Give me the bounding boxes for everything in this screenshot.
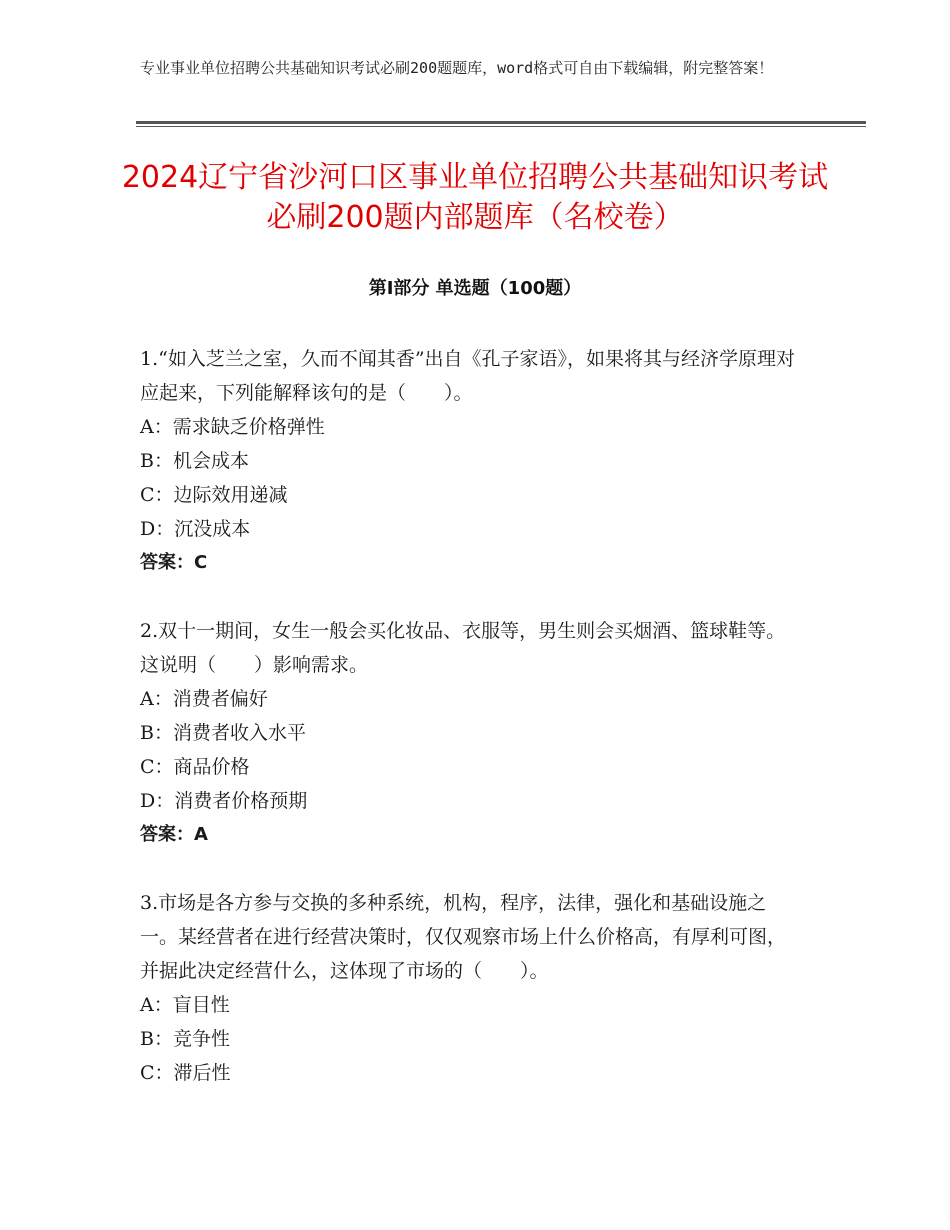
section-title: 第Ⅰ部分 单选题（100题）	[368, 278, 582, 299]
answer: 答案：C	[140, 552, 208, 573]
option-b: B：消费者收入水平	[140, 722, 306, 744]
document-title: 2024辽宁省沙河口区事业单位招聘公共基础知识考试必刷200题内部题库（名校卷）	[121, 160, 829, 235]
question-stem: 3.市场是各方参与交换的多种系统，机构，程序，法律，强化和基础设施之一。某经营者在进行经营决策时，仅仅观察市场上什么价格高，有厚利可图，并据此决定经营什么，这体现了市场的（ ）。	[140, 892, 787, 982]
option-c: C：边际效用递减	[140, 484, 288, 506]
option-d: D：消费者价格预期	[140, 790, 308, 812]
option-c: C：滞后性	[140, 1062, 231, 1084]
question-stem: 1.“如入芝兰之室，久而不闻其香”出自《孔子家语》，如果将其与经济学原理对应起来，下列能解释该句的是（ ）。	[140, 348, 796, 404]
option-a: A：盲目性	[140, 994, 230, 1016]
option-c: C：商品价格	[140, 756, 250, 778]
option-a: A：消费者偏好	[140, 688, 268, 710]
question-stem: 2.双十一期间，女生一般会买化妆品、衣服等，男生则会买烟酒、篮球鞋等。这说明（ ）影响需求。	[140, 620, 786, 676]
option-a: A：需求缺乏价格弹性	[140, 416, 325, 438]
question-3	[140, 886, 800, 1090]
answer: 答案：A	[140, 824, 208, 845]
question-1	[140, 342, 800, 580]
header-divider	[136, 121, 866, 124]
question-list	[140, 342, 800, 1124]
header-divider-thin	[136, 126, 866, 127]
option-b: B：机会成本	[140, 450, 249, 472]
option-b: B：竞争性	[140, 1028, 230, 1050]
question-2	[140, 614, 800, 852]
option-d: D：沉没成本	[140, 518, 251, 540]
header-note: 专业事业单位招聘公共基础知识考试必刷200题题库，word格式可自由下载编辑，附完整答案！	[140, 59, 774, 77]
